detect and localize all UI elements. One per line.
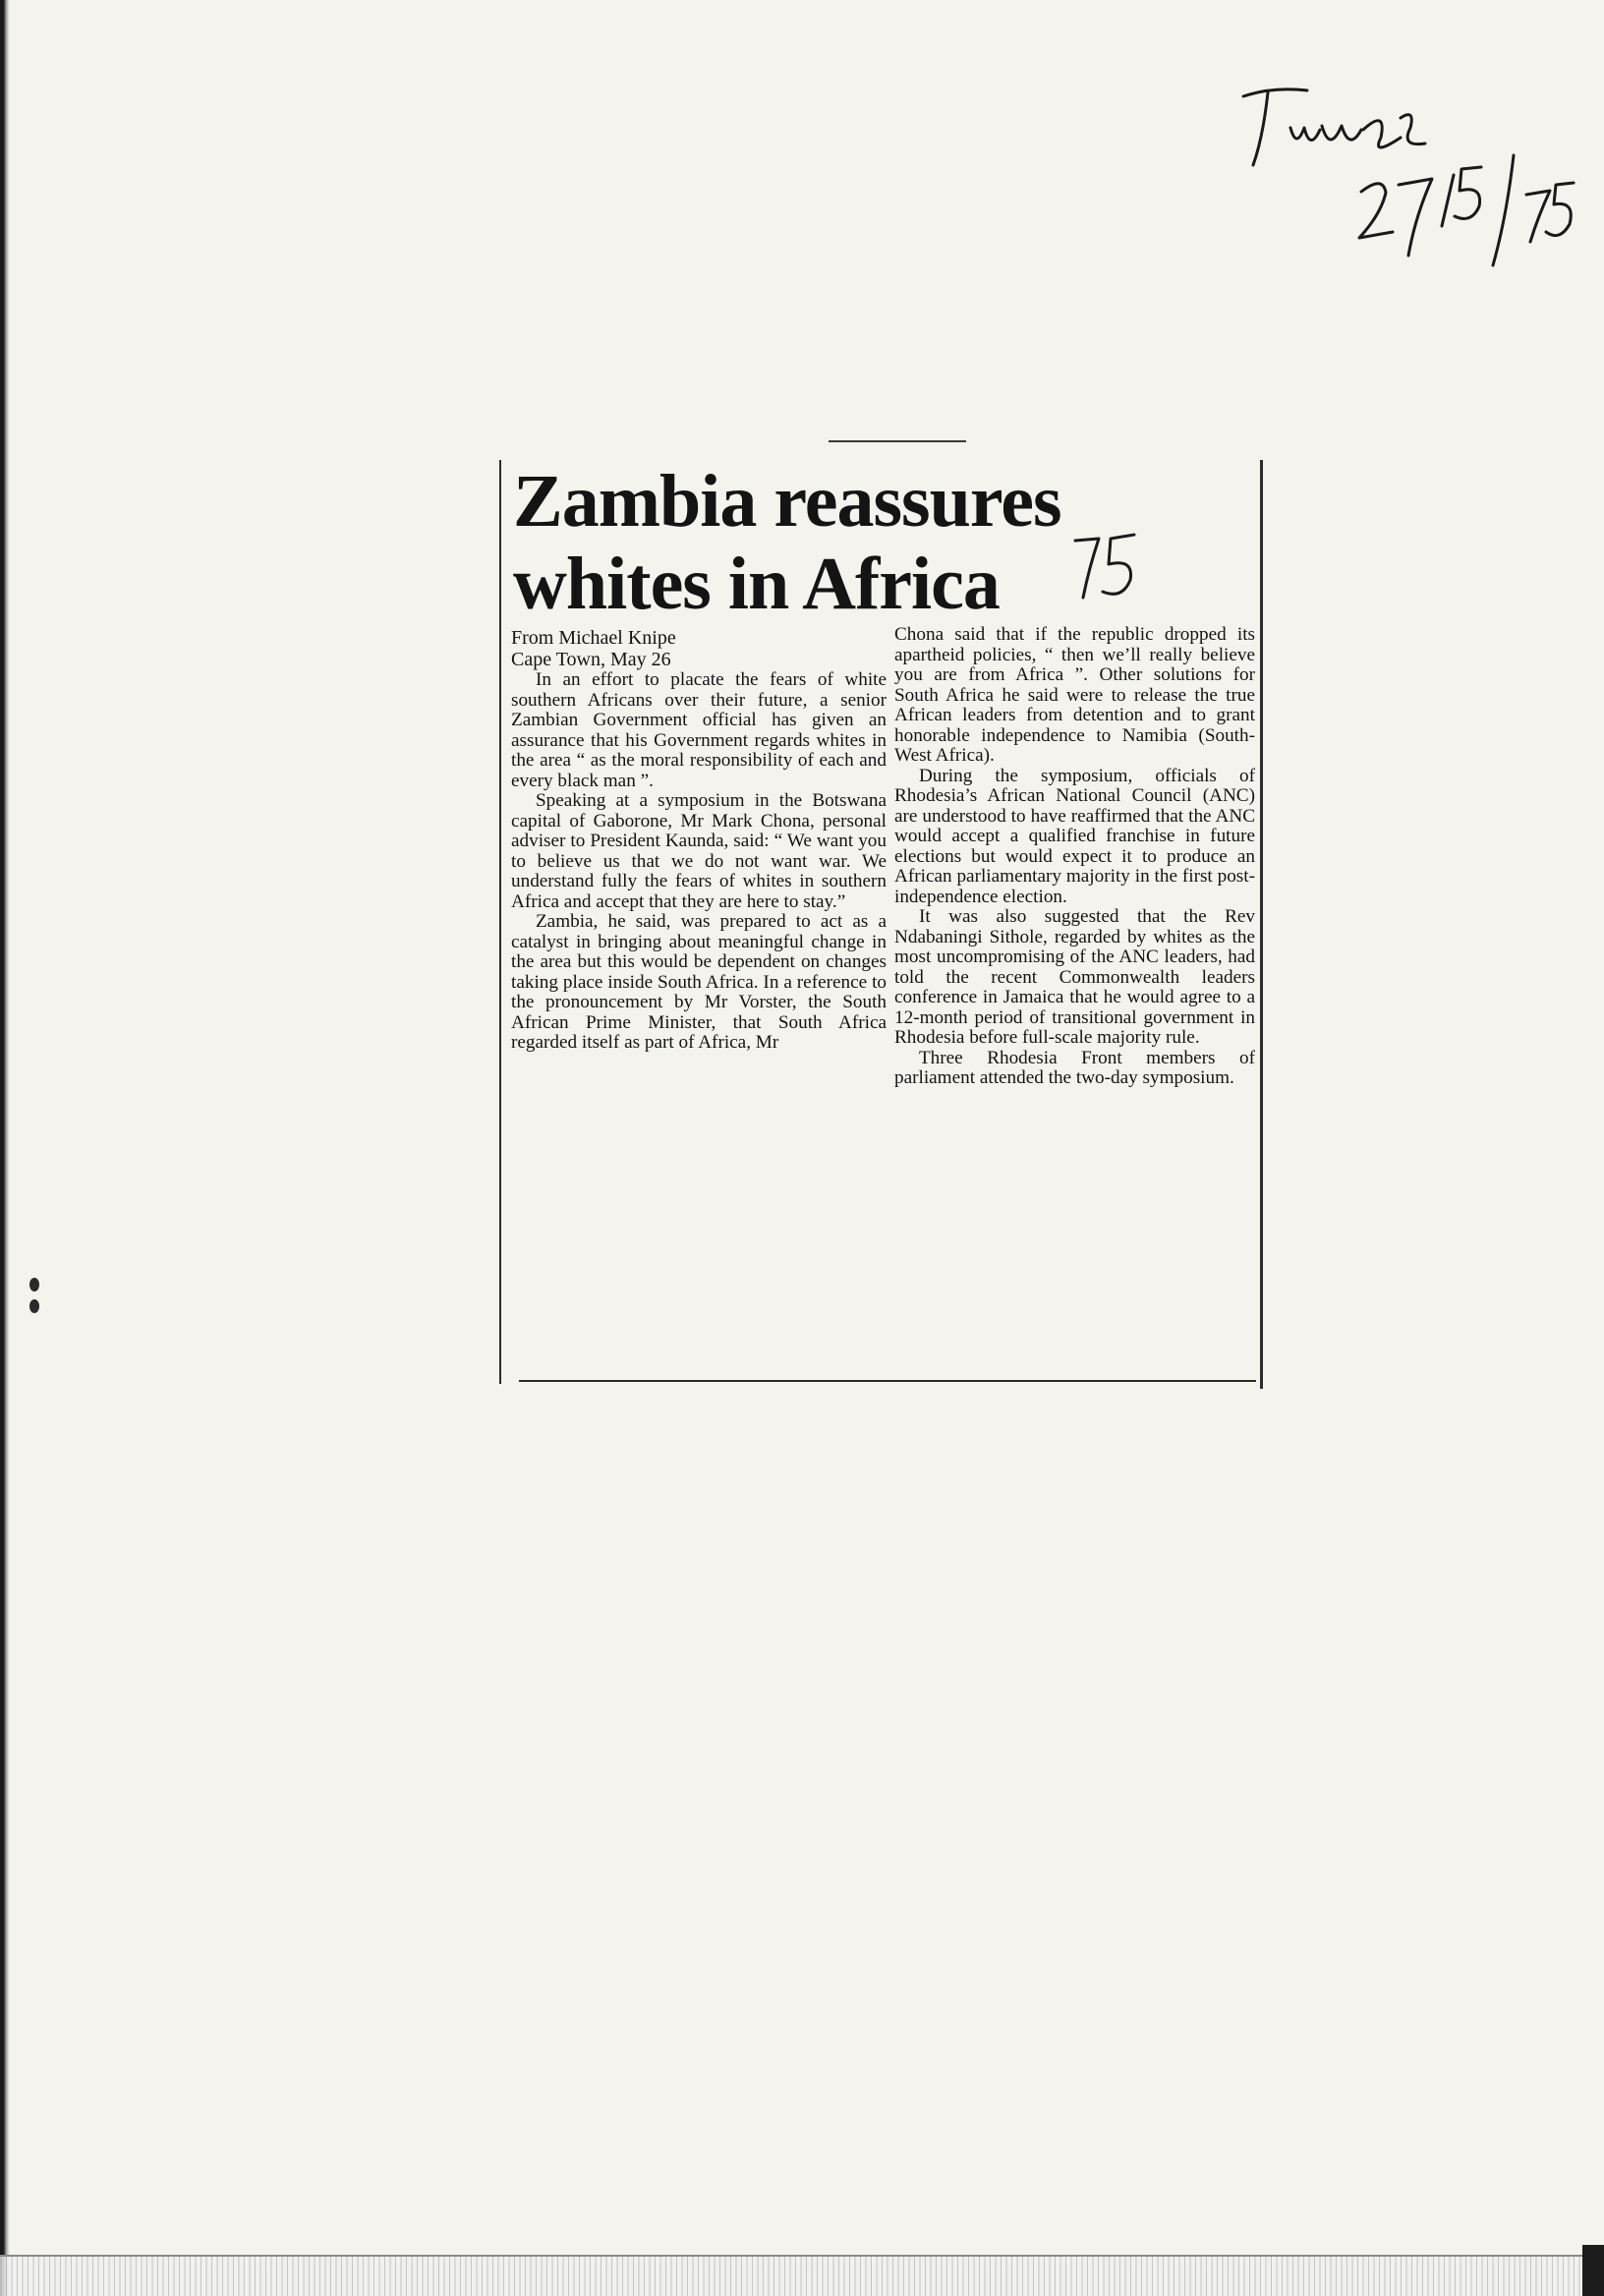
paragraph: Speaking at a symposium in the Botswana capital of Gaborone, Mr Mark Chona, personal adviser to President Kaunda, said: “ We want you to believe us that we do not want war. We understand fully the fears of whites in southern Africa and accept that they are here to stay.”: [511, 790, 887, 912]
paragraph: In an effort to placate the fears of white southern Africans over their future, a senior Zambian Government official has given an assurance that his Government regards whites in the area “ as the moral responsibility of each and every black man ”.: [511, 669, 887, 791]
clipping-bottom-rule: [519, 1380, 1256, 1382]
paragraph: Three Rhodesia Front members of parliament attended the two-day symposium.: [894, 1047, 1255, 1088]
paragraph-continuation: Chona said that if the republic dropped its apartheid policies, “ then we’ll really believe you are from Africa ”. Other solutions for South Africa he said were to release the true African leaders from detention and to grant honorable independence to Namibia (South-West Africa).: [894, 624, 1255, 766]
headline: [513, 460, 1103, 625]
headline-line-1: Zambia reassures: [513, 460, 1061, 543]
article-column-1: [511, 627, 887, 1054]
clipping-right-rule: [1260, 460, 1263, 1389]
dateline: Cape Town, May 26: [511, 649, 671, 670]
scan-bottom-edge: [0, 2257, 1604, 2296]
clipping-top-rule: [829, 440, 966, 442]
scan-corner-mark: [1582, 2245, 1604, 2296]
paragraph: Zambia, he said, was prepared to act as a catalyst in bringing about meaningful change in the area but this would be dependent on changes taking place inside South Africa. In a reference to the pronouncement by Mr Vorster, the South African Prime Minister, that South Africa regarded itself as part of Africa, Mr: [511, 911, 887, 1053]
newspaper-clipping: [499, 460, 1266, 1394]
headline-line-2: whites in Africa: [513, 543, 1000, 625]
scan-left-edge: [0, 0, 10, 2296]
handwritten-date-note: [1214, 69, 1587, 295]
paragraph: During the symposium, officials of Rhodesia’s African National Council (ANC) are understood to have reaffirmed that the ANC would accept a qualified franchise in future elections but would expect it to produce an African parliamentary majority in the first post-independence election.: [894, 765, 1255, 907]
handwritten-annotation: [1065, 529, 1154, 607]
scan-speck: [29, 1278, 39, 1292]
byline: From Michael Knipe: [511, 627, 676, 649]
article-column-2: [894, 625, 1255, 1089]
paragraph: It was also suggested that the Rev Ndabaningi Sithole, regarded by whites as the most uncompromising of the ANC leaders, had told the recent Commonwealth leaders conference in Jamaica that he would agree to a 12-month period of transitional government in Rhodesia before full-scale majority rule.: [894, 906, 1255, 1048]
clipping-left-rule: [499, 460, 501, 1384]
scan-speck: [29, 1299, 39, 1313]
